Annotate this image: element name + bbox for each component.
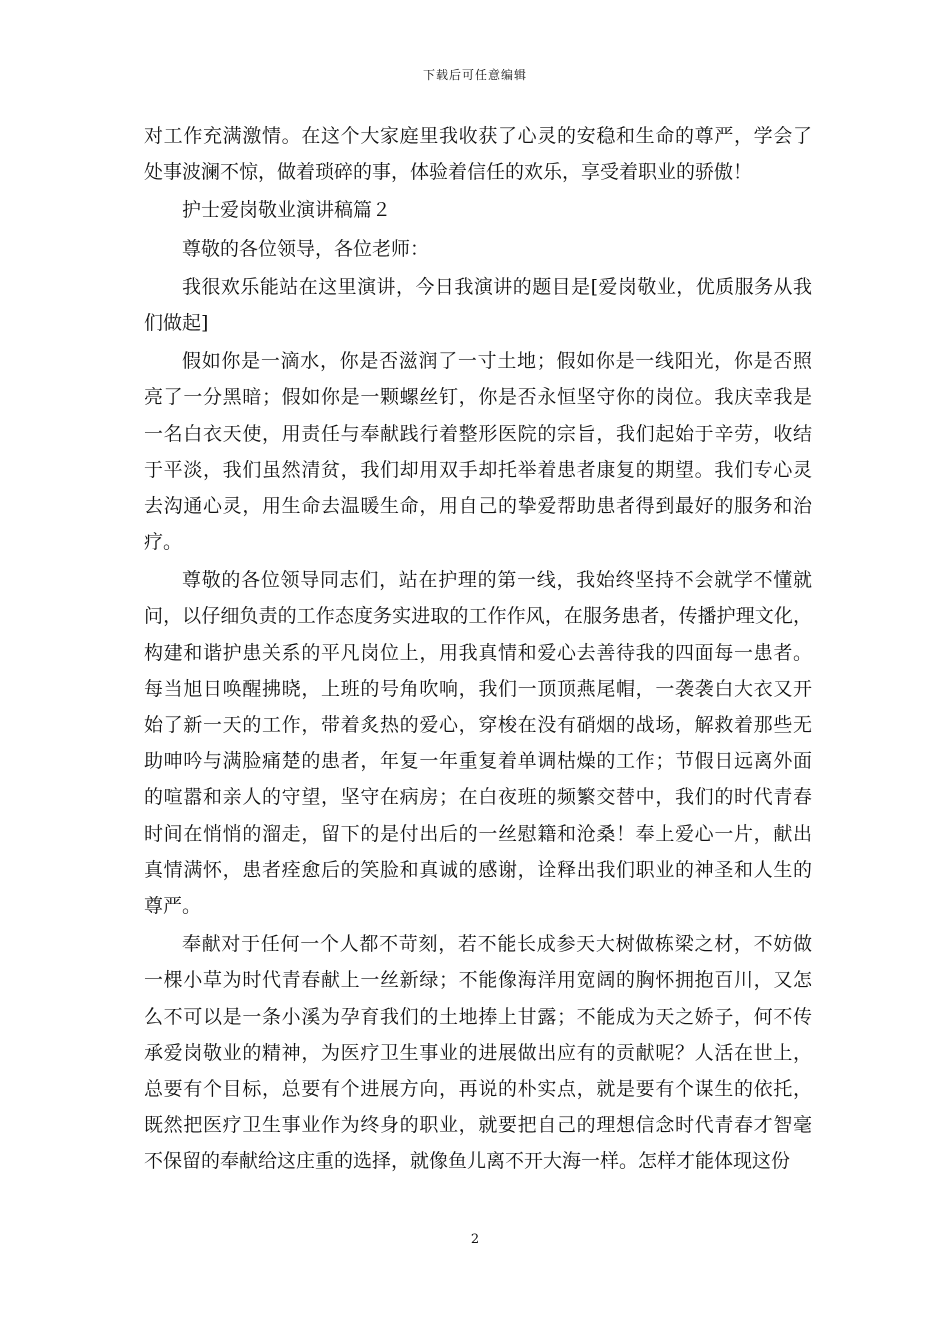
document-body [144, 118, 812, 1181]
text-line: 假如你是一滴水，你是否滋润了一寸土地；假如你是一线阳光，你是否照 [182, 350, 812, 373]
text-line: 承爱岗敬业的精神，为医疗卫生事业的进展做出应有的贡献呢？人活在世上， [144, 1041, 812, 1064]
text-line: 亮了一分黑暗；假如你是一颗螺丝钉，你是否永恒坚守你的岗位。我庆幸我是 [144, 386, 812, 409]
text-line: 尊严。 [144, 894, 202, 917]
text-line: 尊敬的各位领导同志们，站在护理的第一线，我始终坚持不会就学不懂就 [182, 569, 812, 592]
paragraph [144, 192, 812, 228]
text-line: 每当旭日唤醒拂晓，上班的号角吹响，我们一顶顶燕尾帽，一袭袭白大衣又开 [144, 677, 812, 700]
text-line: 尊敬的各位领导，各位老师： [182, 237, 430, 260]
paragraph [144, 269, 812, 341]
text-line: 既然把医疗卫生事业作为终身的职业，就要把自己的理想信念时代青春才智毫 [144, 1114, 812, 1137]
text-line: 始了新一天的工作，带着炙热的爱心，穿梭在没有硝烟的战场，解救着那些无 [144, 714, 812, 736]
text-line: 问，以仔细负责的工作态度务实进取的工作作风，在服务患者，传播护理文化， [144, 605, 812, 628]
text-line: 们做起] [144, 311, 209, 334]
page-number: 2 [470, 1232, 480, 1247]
paragraph [144, 118, 812, 190]
text-line: 总要有个目标，总要有个进展方向，再说的朴实点，就是要有个谋生的依托， [144, 1077, 812, 1100]
page-header: 下载后可任意编辑 [422, 68, 527, 82]
text-line: 一名白衣天使，用责任与奉献践行着整形医院的宗旨，我们起始于辛劳，收结 [144, 422, 812, 445]
text-line: 我很欢乐能站在这里演讲，今日我演讲的题目是[爱岗敬业，优质服务从我 [182, 275, 812, 298]
text-line: 构建和谐护患关系的平凡岗位上，用我真情和爱心去善待我的四面每一患者。 [144, 641, 812, 664]
text-line: 一棵小草为时代青春献上一丝新绿；不能像海洋用宽阔的胸怀拥抱百川，又怎 [144, 969, 812, 992]
text-line: 不保留的奉献给这庄重的选择，就像鱼儿离不开大海一样。怎样才能体现这份 [144, 1150, 791, 1173]
paragraph [144, 926, 812, 1179]
text-line: 疗。 [144, 531, 183, 554]
text-line: 奉献对于任何一个人都不苛刻，若不能长成参天大树做栋梁之材，不妨做 [182, 933, 812, 956]
paragraph [144, 562, 812, 924]
text-line: 于平淡，我们虽然清贫，我们却用双手却托举着患者康复的期望。我们专心灵 [144, 458, 812, 481]
text-line: 对工作充满激情。在这个大家庭里我收获了心灵的安稳和生命的尊严，学会了 [144, 125, 812, 147]
text-line: 助呻吟与满脸痛楚的患者，年复一年重复着单调枯燥的工作；节假日远离外面 [144, 750, 812, 773]
text-line: 处事波澜不惊，做着琐碎的事，体验着信任的欢乐，享受着职业的骄傲！ [144, 161, 753, 184]
paragraph [144, 231, 812, 267]
text-line: 时间在悄悄的溜走，留下的是付出后的一丝慰籍和沧桑！奉上爱心一片，献出 [144, 822, 812, 845]
text-line: 的喧嚣和亲人的守望，坚守在病房；在白夜班的频繁交替中，我们的时代青春 [144, 786, 812, 809]
text-line: 么不可以是一条小溪为孕育我们的土地捧上甘露；不能成为天之娇子，何不传 [144, 1005, 812, 1028]
paragraph [144, 343, 812, 560]
text-line: 去沟通心灵，用生命去温暖生命，用自己的挚爱帮助患者得到最好的服务和治 [144, 494, 812, 517]
text-line: 真情满怀，患者痊愈后的笑脸和真诚的感谢，诠释出我们职业的神圣和人生的 [144, 858, 812, 881]
text-line: 护士爱岗敬业演讲稿篇２ [182, 199, 392, 222]
